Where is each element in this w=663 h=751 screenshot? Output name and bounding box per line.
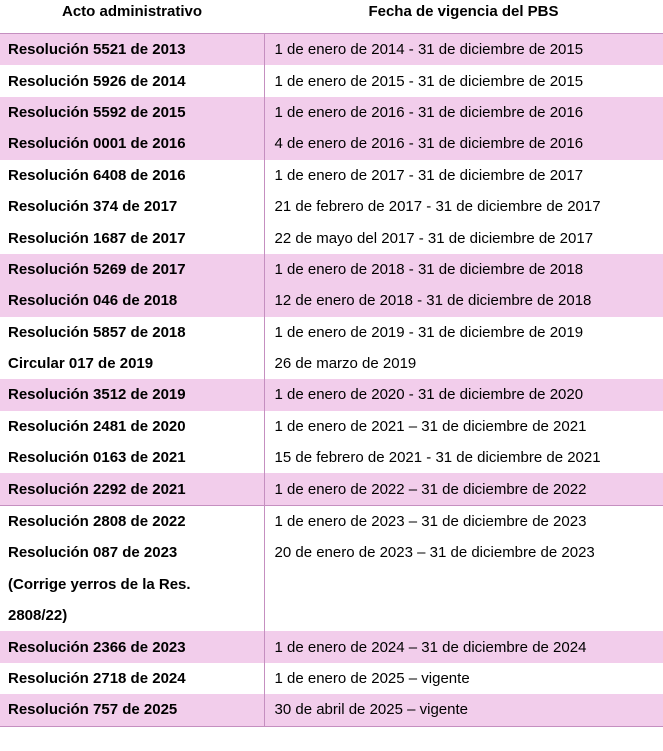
table-row [0, 537, 663, 568]
acto-cell: Resolución 5269 de 2017 [0, 254, 264, 285]
fecha-cell: 1 de enero de 2016 - 31 de diciembre de 2016 [264, 97, 663, 128]
acto-cell: Resolución 2718 de 2024 [0, 663, 264, 694]
table-row [0, 65, 663, 96]
table-row [0, 128, 663, 159]
acto-cell: 2808/22) [0, 600, 264, 631]
fecha-cell: 20 de enero de 2023 – 31 de diciembre de 2023 [274, 544, 595, 562]
acto-cell: Resolución 2481 de 2020 [0, 411, 264, 442]
fecha-cell [264, 600, 663, 631]
fecha-cell: 21 de febrero de 2017 - 31 de diciembre de 2017 [274, 198, 601, 216]
acto-cell: Resolución 2808 de 2022 [0, 505, 264, 537]
fecha-cell: 1 de enero de 2020 - 31 de diciembre de 2020 [264, 379, 663, 410]
fecha-cell: 1 de enero de 2023 – 31 de diciembre de 2023 [264, 505, 663, 537]
header-fecha: Fecha de vigencia del PBS [368, 3, 559, 20]
table-row [0, 379, 663, 410]
acto-cell: Resolución 374 de 2017 [0, 191, 264, 222]
table-row [0, 285, 663, 316]
table-row [0, 191, 663, 222]
table-row [0, 160, 663, 191]
table-row [0, 222, 663, 253]
table-row [0, 348, 663, 379]
table-row [0, 411, 663, 442]
fecha-cell: 12 de enero de 2018 - 31 de diciembre de 2018 [264, 285, 663, 316]
acto-cell: Resolución 1687 de 2017 [0, 222, 264, 253]
table-row [0, 600, 663, 631]
fecha-cell: 4 de enero de 2016 - 31 de diciembre de 2016 [264, 128, 663, 159]
fecha-cell: 26 de marzo de 2019 [274, 355, 417, 373]
header-acto: Acto administrativo [61, 3, 203, 20]
fecha-cell: 1 de enero de 2021 – 31 de diciembre de 2021 [274, 417, 587, 435]
table-row [0, 663, 663, 694]
fecha-cell: 1 de enero de 2014 - 31 de diciembre de 2015 [264, 34, 663, 66]
table-row [0, 254, 663, 285]
header-row [0, 0, 663, 34]
acto-cell: Resolución 6408 de 2016 [0, 160, 264, 191]
acto-cell: Resolución 5521 de 2013 [0, 34, 264, 66]
acto-cell: Resolución 5592 de 2015 [0, 97, 264, 128]
acto-cell: Resolución 0001 de 2016 [0, 128, 264, 159]
fecha-cell: 1 de enero de 2019 - 31 de diciembre de 2019 [274, 323, 584, 341]
fecha-cell: 15 de febrero de 2021 - 31 de diciembre de 2021 [274, 449, 601, 467]
acto-cell: Resolución 5926 de 2014 [0, 65, 264, 96]
table-row [0, 442, 663, 473]
acto-cell: Resolución 5857 de 2018 [0, 317, 264, 348]
table-row [0, 631, 663, 662]
table-row [0, 569, 663, 600]
fecha-cell: 30 de abril de 2025 – vigente [264, 694, 663, 726]
acto-cell: Resolución 2366 de 2023 [0, 631, 264, 662]
fecha-cell: 1 de enero de 2022 – 31 de diciembre de 2022 [264, 473, 663, 505]
acto-cell: Resolución 046 de 2018 [0, 285, 264, 316]
table-row [0, 97, 663, 128]
fecha-cell: 22 de mayo del 2017 - 31 de diciembre de 2017 [274, 229, 594, 247]
acto-cell: Resolución 2292 de 2021 [0, 473, 264, 505]
acto-cell: Circular 017 de 2019 [0, 348, 264, 379]
fecha-cell: 1 de enero de 2015 - 31 de diciembre de 2015 [274, 72, 584, 90]
acto-cell: Resolución 0163 de 2021 [0, 442, 264, 473]
fecha-cell: 1 de enero de 2017 - 31 de diciembre de 2017 [274, 166, 584, 184]
table-row [0, 505, 663, 537]
acto-cell: Resolución 087 de 2023 [0, 537, 264, 568]
table-row [0, 694, 663, 726]
acto-cell: (Corrige yerros de la Res. [0, 569, 264, 600]
fecha-cell [264, 569, 663, 600]
fecha-cell: 1 de enero de 2018 - 31 de diciembre de 2018 [264, 254, 663, 285]
fecha-cell: 1 de enero de 2025 – vigente [274, 670, 470, 687]
fecha-cell: 1 de enero de 2024 – 31 de diciembre de 2024 [264, 631, 663, 662]
table-row [0, 473, 663, 505]
table-row [0, 34, 663, 66]
acto-cell: Resolución 757 de 2025 [0, 694, 264, 726]
table-row [0, 317, 663, 348]
acto-cell: Resolución 3512 de 2019 [0, 379, 264, 410]
